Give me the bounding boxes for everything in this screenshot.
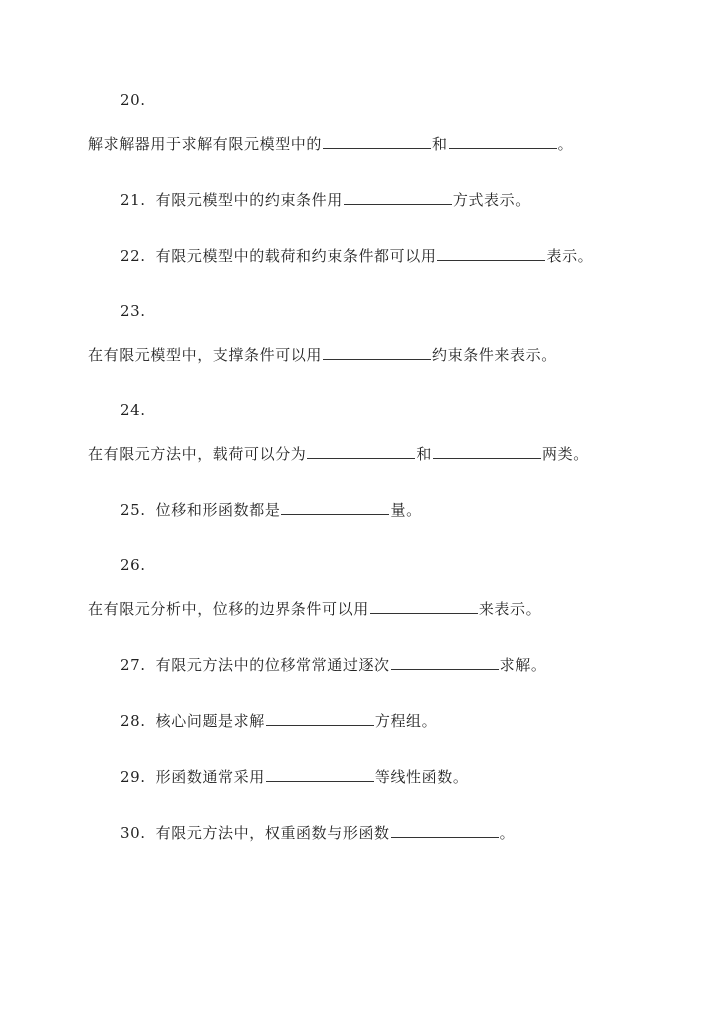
question-text: 和 (416, 445, 433, 463)
question-21 (120, 189, 531, 210)
question-28 (120, 710, 437, 731)
question-text: 等线性函数。 (374, 768, 469, 786)
question-number: 27. (120, 656, 146, 674)
question-text: 。 (499, 824, 516, 842)
answer-blank (307, 443, 415, 459)
answer-blank (391, 654, 499, 670)
question-text: 形函数通常采用 (155, 768, 265, 786)
question-24-number: 24. (120, 401, 146, 419)
question-text: 在有限元方法中，载荷可以分为 (88, 445, 307, 463)
question-text: 在有限元模型中，支撑条件可以用 (88, 346, 323, 364)
question-number: 25. (120, 501, 146, 519)
question-number: 30. (120, 824, 146, 842)
answer-blank (323, 133, 431, 149)
question-23-number: 23. (120, 302, 146, 320)
answer-blank (323, 344, 431, 360)
question-text: 来表示。 (478, 600, 542, 618)
question-23-text (88, 344, 557, 365)
question-text: 核心问题是求解 (155, 712, 265, 730)
question-text: 量。 (390, 501, 422, 519)
question-24-text (88, 443, 589, 464)
question-text: 。 (557, 135, 574, 153)
question-text: 两类。 (542, 445, 589, 463)
question-30 (120, 822, 515, 843)
question-text: 求解。 (499, 656, 547, 674)
answer-blank (266, 710, 374, 726)
question-number: 29. (120, 768, 146, 786)
question-text: 解求解器用于求解有限元模型中的 (88, 135, 323, 153)
question-20-number: 20. (120, 91, 146, 109)
answer-blank (344, 189, 452, 205)
question-22 (120, 245, 593, 266)
answer-blank (433, 443, 541, 459)
answer-blank (370, 598, 478, 614)
question-number: 21. (120, 191, 146, 209)
question-text: 位移和形函数都是 (155, 501, 281, 519)
answer-blank (391, 822, 499, 838)
question-25 (120, 499, 422, 520)
question-text: 表示。 (546, 247, 594, 265)
question-26-number: 26. (120, 556, 146, 574)
question-text: 方式表示。 (452, 191, 531, 209)
question-27 (120, 654, 546, 675)
question-text: 约束条件来表示。 (432, 346, 557, 364)
question-text: 有限元模型中的约束条件用 (155, 191, 343, 209)
question-20-text (88, 133, 573, 154)
question-number: 22. (120, 247, 146, 265)
question-29 (120, 766, 468, 787)
answer-blank (437, 245, 545, 261)
question-text: 和 (432, 135, 448, 153)
question-text: 有限元方法中，权重函数与形函数 (155, 824, 390, 842)
question-text: 方程组。 (374, 712, 438, 730)
answer-blank (266, 766, 374, 782)
answer-blank (281, 499, 389, 515)
question-text: 有限元模型中的载荷和约束条件都可以用 (155, 247, 437, 265)
question-number: 28. (120, 712, 146, 730)
answer-blank (449, 133, 557, 149)
question-text: 有限元方法中的位移常常通过逐次 (155, 656, 390, 674)
question-text: 在有限元分析中，位移的边界条件可以用 (88, 600, 369, 618)
question-26-text (88, 598, 541, 619)
